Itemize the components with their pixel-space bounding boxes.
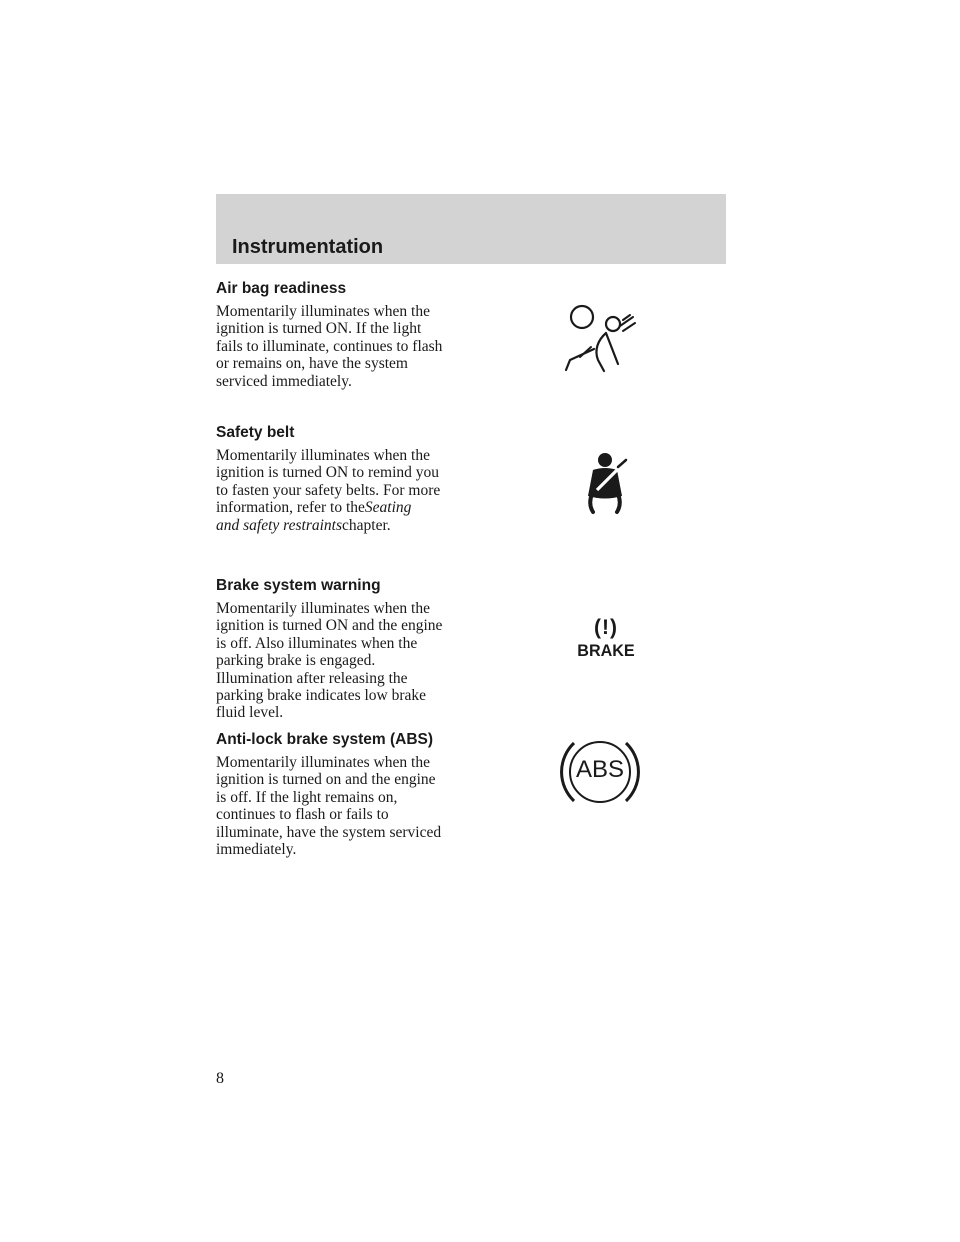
- heading-brake-system-warning: Brake system warning: [216, 577, 381, 594]
- text-line: fails to illuminate, continues to flash: [216, 337, 443, 355]
- heading-abs: Anti-lock brake system (ABS): [216, 731, 434, 748]
- heading-airbag-readiness: Air bag readiness: [216, 280, 347, 297]
- chapter-title: Instrumentation: [232, 236, 384, 258]
- text-line: continues to flash or fails to: [216, 806, 389, 824]
- text-line: ignition is turned on and the engine: [216, 771, 436, 789]
- text-line: to fasten your safety belts. For more: [216, 481, 441, 499]
- text-line: serviced immediately.: [216, 372, 352, 390]
- paragraph-safety-belt: [216, 447, 486, 534]
- text-line: Momentarily illuminates when the: [216, 754, 430, 771]
- brake-warning-symbol: (!): [594, 616, 618, 639]
- text-line: Momentarily illuminates when the: [216, 447, 430, 464]
- paragraph-abs: [216, 754, 486, 858]
- abs-icon: ABS: [575, 756, 625, 783]
- text-line: ignition is turned ON and the engine: [216, 617, 443, 635]
- seatbelt-icon: [578, 452, 634, 516]
- paragraph-airbag-readiness: [216, 303, 486, 390]
- text-line: and safety restraintschapter.: [216, 516, 391, 534]
- chapter-reference: and safety restraints: [216, 516, 343, 534]
- text-line: is off. If the light remains on,: [216, 788, 398, 806]
- text-line: or remains on, have the system: [216, 355, 408, 373]
- chapter-reference: Seating: [364, 499, 412, 517]
- text-line: illuminate, have the system serviced: [216, 823, 442, 841]
- chapter-header: [216, 194, 726, 264]
- brake-warning-label: BRAKE: [577, 641, 635, 660]
- heading-safety-belt: Safety belt: [216, 424, 295, 441]
- text-line: is off. Also illuminates when the: [216, 634, 418, 652]
- text-line: Illumination after releasing the: [216, 669, 408, 687]
- text-line: parking brake is engaged.: [216, 652, 376, 670]
- airbag-icon: [560, 302, 640, 374]
- text-line: fluid level.: [216, 704, 284, 722]
- text-line: Momentarily illuminates when the: [216, 303, 430, 320]
- text-line: ignition is turned ON. If the light: [216, 320, 422, 338]
- text-line: information, refer to theSeating: [216, 499, 412, 517]
- page-number: 8: [216, 1070, 224, 1087]
- text-line: Momentarily illuminates when the: [216, 600, 430, 617]
- brake-warning-icon: [571, 614, 641, 660]
- paragraph-brake-system-warning: [216, 600, 486, 722]
- text-line: immediately.: [216, 841, 297, 859]
- text-line: parking brake indicates low brake: [216, 687, 427, 705]
- text-line: ignition is turned ON to remind you: [216, 464, 440, 482]
